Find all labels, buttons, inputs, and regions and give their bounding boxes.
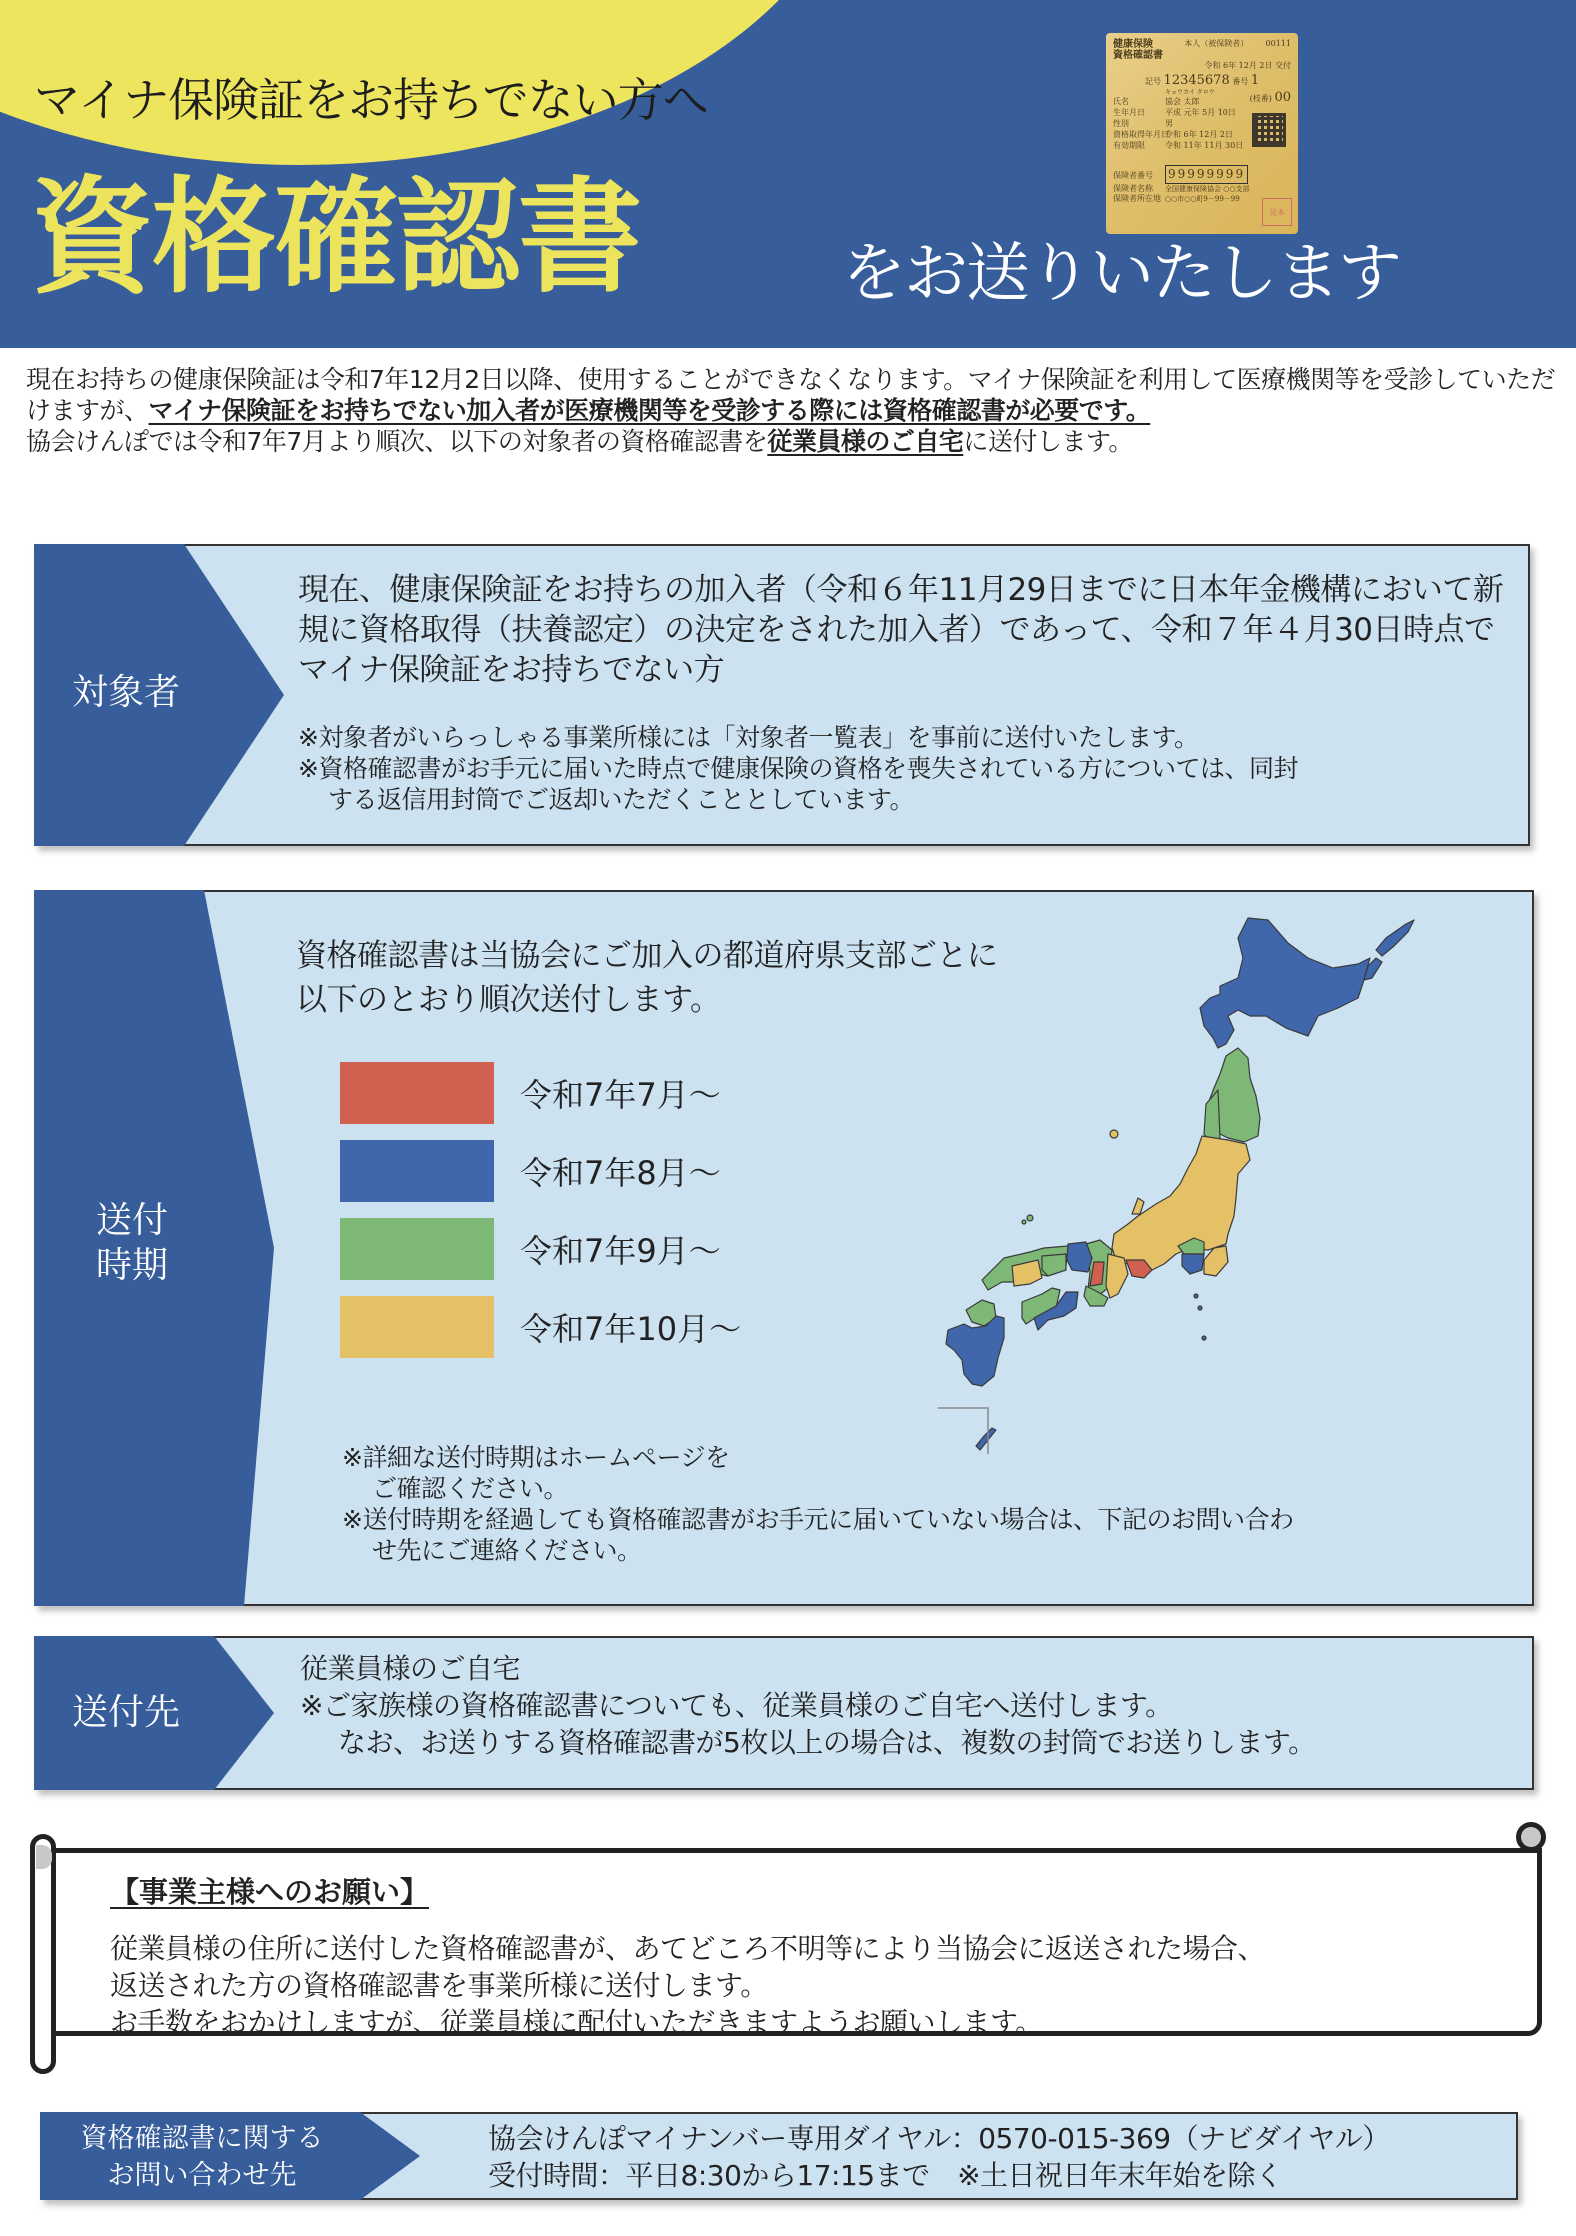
timing-notes <box>342 1442 1293 1566</box>
card-code: 00111 <box>1265 39 1291 48</box>
legend-label: 令和7年8月～ <box>520 1154 721 1192</box>
timing-note-2-cont: せ先にご連絡ください。 <box>372 1536 642 1565</box>
target-note-1: ※対象者がいらっしゃる事業所様には「対象者一覧表」を事前に送付いたします。 <box>298 723 1199 752</box>
card-name: 協会 太郎 <box>1165 97 1200 107</box>
card-insurer-no: 99999999 <box>1165 165 1248 183</box>
legend-item-august <box>340 1140 741 1202</box>
green-swatch-icon <box>340 1218 494 1280</box>
target-section-label: 対象者 <box>72 672 181 713</box>
card-insurer-addr-label: 保険者所在地 <box>1113 194 1161 204</box>
card-valid: 令和 11年 11月 30日 <box>1165 140 1244 150</box>
qr-code-icon <box>1252 113 1286 147</box>
timing-label-line1: 送付 <box>96 1200 169 1241</box>
contact-phone-line[interactable]: 協会けんぽマイナンバー専用ダイヤル：0570-015-369（ナビダイヤル） <box>488 2122 1390 2155</box>
card-acquired: 令和 6年 12月 2日 <box>1165 129 1233 139</box>
contact-label-line2: お問い合わせ先 <box>107 2160 297 2191</box>
header-banner <box>0 0 1576 348</box>
card-edaban: 00 <box>1274 90 1291 106</box>
card-acquired-label: 資格取得年月日 <box>1113 129 1169 139</box>
scroll-left-roll-icon <box>30 1834 56 2074</box>
destination-line1: 従業員様のご自宅 <box>300 1652 521 1685</box>
contact-label-line1: 資格確認書に関する <box>80 2123 324 2154</box>
card-insurer-name: 全国健康保険協会 ○○支部 <box>1165 184 1250 193</box>
card-title-line1: 健康保険 <box>1113 39 1153 50</box>
header-subtitle: マイナ保険証をお持ちでない方へ <box>34 73 708 127</box>
intro-line2-a: 協会けんぽでは令和7年7月より順次、以下の対象者の資格確認書を <box>26 427 768 456</box>
card-birth: 平成 元年 5月 10日 <box>1165 108 1236 118</box>
contact-section <box>40 2112 1518 2200</box>
sample-stamp: 見本 <box>1262 198 1292 226</box>
legend-item-september <box>340 1218 741 1280</box>
legend-label: 令和7年7月～ <box>520 1076 721 1114</box>
card-birth-label: 生年月日 <box>1113 108 1145 118</box>
intro-line2-b: に送付します。 <box>963 427 1133 456</box>
target-section <box>34 544 1530 846</box>
timing-label-line2: 時期 <box>96 1245 169 1286</box>
intro-text <box>26 364 1556 457</box>
card-edaban-label: (枝番) <box>1249 94 1272 104</box>
page-title-suffix: をお送りいたします <box>842 237 1400 311</box>
sample-certificate-card <box>1106 33 1298 234</box>
employer-notice-scroll <box>30 1834 1546 2074</box>
timing-note-1: ※詳細な送付時期はホームページを <box>342 1443 730 1472</box>
card-kigou: 12345678 <box>1163 72 1230 88</box>
employer-notice-line3: お手数をおかけしますが、従業員様に配付いただきますようお願いします。 <box>110 2006 1043 2039</box>
employer-notice-line2: 返送された方の資格確認書を事業所様に送付します。 <box>110 1969 768 2002</box>
card-name-label: 氏名 <box>1113 97 1129 107</box>
target-notes <box>298 722 1518 815</box>
card-type: 本人（被保険者） <box>1184 39 1249 48</box>
destination-line3: なお、お送りする資格確認書が5枚以上の場合は、複数の封筒でお送りします。 <box>338 1726 1316 1759</box>
card-furigana: キョウカイ タロウ <box>1165 89 1215 97</box>
destination-section-label: 送付先 <box>72 1692 181 1733</box>
card-insurer-no-label: 保険者番号 <box>1113 171 1153 181</box>
yellow-swatch-icon <box>340 1296 494 1358</box>
card-sex-label: 性別 <box>1113 119 1129 129</box>
schedule-legend <box>340 1062 741 1374</box>
card-bangou: 1 <box>1250 72 1260 88</box>
timing-section-label <box>96 1198 168 1288</box>
destination-line2: ※ご家族様の資格確認書についても、従業員様のご自宅へ送付します。 <box>300 1689 1173 1722</box>
intro-emphasis: マイナ保険証をお持ちでない加入者が医療機関等を受診する際には資格確認書が必要です。 <box>148 396 1151 425</box>
destination-section <box>34 1636 1534 1790</box>
card-bangou-label: 番号 <box>1232 76 1249 86</box>
card-issued: 令和 6年 12月 2日 交付 <box>1204 61 1291 70</box>
scroll-right-roll-icon <box>1516 1822 1546 1852</box>
red-swatch-icon <box>340 1062 494 1124</box>
timing-note-2: ※送付時期を経過しても資格確認書がお手元に届いていない場合は、下記のお問い合わ <box>342 1505 1294 1534</box>
timing-lead <box>296 934 998 1022</box>
timing-note-1-cont: ご確認ください。 <box>372 1474 569 1503</box>
card-kigou-label: 記号 <box>1145 76 1161 86</box>
japan-map-icon <box>938 898 1498 1458</box>
target-note-2: ※資格確認書がお手元に届いた時点で健康保険の資格を喪失されている方については、同封 <box>298 754 1298 783</box>
page-title: 資格確認書 <box>30 166 641 310</box>
card-title-line2: 資格確認書 <box>1113 50 1163 61</box>
card-insurer-name-label: 保険者名称 <box>1113 183 1153 193</box>
blue-swatch-icon <box>340 1140 494 1202</box>
card-sex: 男 <box>1165 119 1173 129</box>
legend-item-july <box>340 1062 741 1124</box>
legend-item-october <box>340 1296 741 1358</box>
timing-lead-line2: 以下のとおり順次送付します。 <box>296 982 721 1018</box>
contact-hours-line: 受付時間：平日8:30から17:15まで ※土日祝日年末年始を除く <box>488 2159 1283 2192</box>
target-note-2-cont: する返信用封筒でご返却いただくこととしています。 <box>328 785 915 814</box>
timing-section <box>34 890 1534 1606</box>
employer-notice-title: 【事業主様へのお願い】 <box>110 1875 430 1909</box>
card-valid-label: 有効期限 <box>1113 140 1145 150</box>
legend-label: 令和7年10月～ <box>520 1310 742 1348</box>
contact-label <box>42 2120 362 2194</box>
timing-lead-line1: 資格確認書は当協会にご加入の都道府県支部ごとに <box>296 938 998 974</box>
contact-info <box>488 2120 1390 2194</box>
card-insurer-addr: ○○市○○町9－99－99 <box>1165 195 1240 204</box>
legend-label: 令和7年9月～ <box>520 1232 721 1270</box>
employer-notice-text <box>110 1930 1265 2041</box>
employer-notice-line1: 従業員様の住所に送付した資格確認書が、あてどころ不明等により当協会に返送された場合、 <box>110 1932 1266 1965</box>
destination-text <box>300 1650 1316 1761</box>
target-description: 現在、健康保険証をお持ちの加入者（令和６年11月29日までに日本年金機構において新規に資格取得（扶養認定）の決定をされた加入者）であって、令和７年４月30日時点でマイナ保険証をお持ちでない方 <box>298 572 1504 688</box>
intro-line2-emphasis: 従業員様のご自宅 <box>767 427 964 456</box>
intro-line1: 現在お持ちの健康保険証は令和7年12月2日以降、使用することができなくなります。マイナ保険証を利用して医療機関等を受診していただけますが、 <box>26 365 1556 425</box>
